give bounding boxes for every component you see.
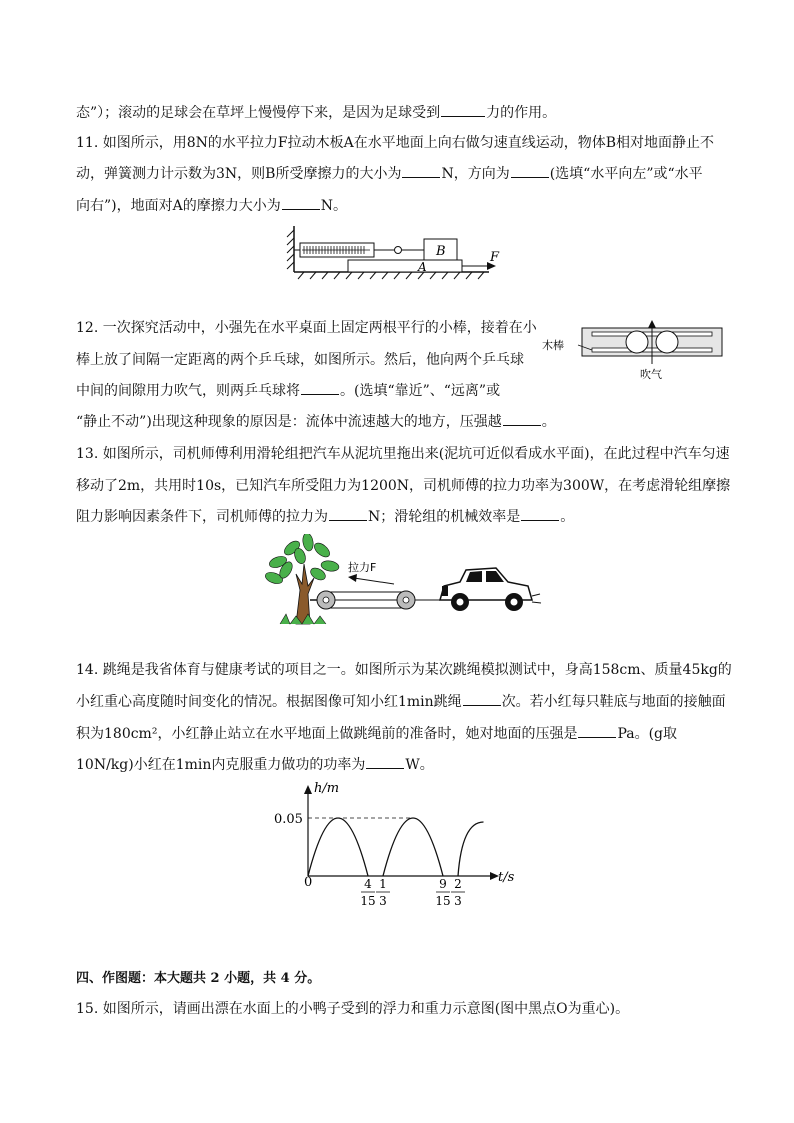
label-a: A <box>418 260 427 274</box>
q11-line-1: 11. 如图所示，用8N的水平拉力F拉动木板A在水平地面上向右做匀速直线运动，物体B相对地面静止不 <box>76 135 714 151</box>
q14-line-2: 小红重心高度随时间变化的情况。根据图像可知小红1min跳绳 次。若小红每只鞋底与地面的接触面 <box>76 694 726 710</box>
label-stick: 木棒 <box>542 339 564 352</box>
ping-pong-figure <box>540 318 726 384</box>
pulley-car-figure <box>256 534 542 630</box>
label-force: 拉力F <box>348 561 377 574</box>
q12-line-3: 中间的间隙用力吹气，则两乒乓球将 。(选填“靠近”、“远离”或 <box>76 383 501 399</box>
y-axis-arrow <box>304 785 312 794</box>
jump-arch-2 <box>383 818 443 876</box>
q11-line-3: 向右”)，地面对A的摩擦力大小为 N。 <box>76 198 347 214</box>
answer-blank <box>511 165 549 178</box>
q12-line-4: “静止不动”)出现这种现象的原因是：流体中流速越大的地方，压强越 。 <box>76 414 556 430</box>
spring-scale-figure <box>284 226 504 288</box>
label-blow: 吹气 <box>640 368 662 381</box>
answer-blank <box>402 165 440 178</box>
tree-icon <box>264 534 340 624</box>
q11-line-2: 动，弹簧测力计示数为3N，则B所受摩擦力的大小为 N，方向为 (选填“水平向左”或“水平 <box>76 166 703 182</box>
car-icon <box>440 568 541 611</box>
x-axis-label: t/s <box>498 870 515 885</box>
x-tick-numerator: 1 <box>379 877 387 891</box>
y-axis-label: h/m <box>314 781 340 796</box>
q15-line-1: 15. 如图所示，请画出漂在水面上的小鸭子受到的浮力和重力示意图(图中黑点O为重心)。 <box>76 1001 630 1017</box>
x-tick-denominator: 15 <box>435 894 451 908</box>
answer-blank <box>329 508 367 521</box>
q13-line-2: 移动了2m，共用时10s，已知汽车所受阻力为1200N，司机师傅的拉力功率为300W，在考虑滑轮组摩擦 <box>76 478 731 494</box>
x-tick-denominator: 3 <box>454 894 462 908</box>
height-time-chart <box>270 780 530 910</box>
y-tick-label: 0.05 <box>274 812 303 827</box>
q10-line: 态”）；滚动的足球会在草坪上慢慢停下来，是因为足球受到 力的作用。 <box>76 105 557 121</box>
origin-label: 0 <box>304 875 313 890</box>
label-b: B <box>436 244 446 259</box>
q14-line-3: 积为180cm²，小红静止站立在水平地面上做跳绳前的准备时，她对地面的压强是 Pa。(g取 <box>76 726 678 742</box>
jump-arch-3 <box>458 822 483 876</box>
answer-blank <box>578 725 616 738</box>
x-tick-2 <box>376 877 390 908</box>
answer-blank <box>282 197 320 210</box>
x-tick-4 <box>451 877 465 908</box>
x-tick-numerator: 4 <box>364 877 372 891</box>
answer-blank <box>301 382 339 395</box>
q14-line-4: 10N/kg)小红在1min内克服重力做功的功率为 W。 <box>76 757 434 773</box>
label-f: F <box>490 250 500 265</box>
arches-group <box>308 818 484 876</box>
q12-line-2: 棒上放了间隔一定距离的两个乒乓球，如图所示。然后，他向两个乒乓球 <box>76 352 524 368</box>
section-4-title: 四、作图题：本大题共 2 小题，共 4 分。 <box>76 971 321 986</box>
answer-blank <box>441 104 485 117</box>
q12-line-1: 12. 一次探究活动中，小强先在水平桌面上固定两根平行的小棒，接着在小 <box>76 320 537 336</box>
answer-blank <box>521 508 559 521</box>
q13-line-3: 阻力影响因素条件下，司机师傅的拉力为 N；滑轮组的机械效率是 。 <box>76 509 575 525</box>
jump-arch-1 <box>308 818 368 876</box>
x-tick-3 <box>435 877 450 908</box>
answer-blank <box>366 756 404 769</box>
x-tick-numerator: 2 <box>454 877 462 891</box>
answer-blank <box>503 413 541 426</box>
q14-line-1: 14. 跳绳是我省体育与健康考试的项目之一。如图所示为某次跳绳模拟测试中，身高158cm、质量45kg的 <box>76 662 732 678</box>
x-tick-denominator: 3 <box>379 894 387 908</box>
x-tick-1 <box>360 877 375 908</box>
tick-labels-group <box>360 877 465 908</box>
q13-line-1: 13. 如图所示，司机师傅利用滑轮组把汽车从泥坑里拖出来(泥坑可近似看成水平面)，在此过程中汽车匀速 <box>76 446 730 462</box>
answer-blank <box>463 693 501 706</box>
x-tick-denominator: 15 <box>360 894 376 908</box>
x-tick-numerator: 9 <box>439 877 447 891</box>
